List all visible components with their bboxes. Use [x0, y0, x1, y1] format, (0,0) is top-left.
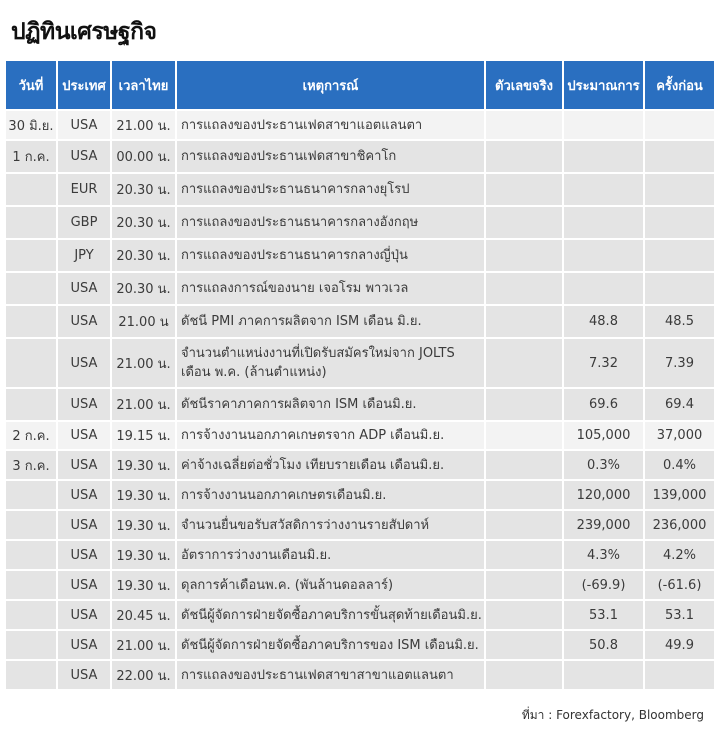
event-cell: ดัชนีผู้จัดการฝ่ายจัดซื้อภาคบริการของ ISM เดือนมิ.ย. — [177, 631, 484, 659]
actual-cell — [486, 207, 562, 238]
previous-cell — [645, 174, 714, 205]
date-cell — [6, 511, 56, 539]
time-cell: 21.00 น. — [112, 631, 175, 659]
country-cell: USA — [58, 273, 110, 304]
event-cell: ดัชนีราคาภาคการผลิตจาก ISM เดือนมิ.ย. — [177, 389, 484, 420]
table-row — [6, 389, 714, 420]
previous-cell: 7.39 — [645, 339, 714, 387]
table-row — [6, 631, 714, 659]
country-cell: USA — [58, 541, 110, 569]
previous-cell: 69.4 — [645, 389, 714, 420]
forecast-cell: 4.3% — [564, 541, 643, 569]
country-cell: USA — [58, 306, 110, 337]
forecast-cell: 53.1 — [564, 601, 643, 629]
country-cell: USA — [58, 111, 110, 139]
date-cell — [6, 631, 56, 659]
country-cell: USA — [58, 422, 110, 449]
table-row — [6, 541, 714, 569]
actual-cell — [486, 661, 562, 689]
date-cell — [6, 306, 56, 337]
time-cell: 19.30 น. — [112, 481, 175, 509]
forecast-cell: (-69.9) — [564, 571, 643, 599]
source-note: ที่มา : Forexfactory, Bloomberg — [521, 708, 704, 722]
forecast-cell — [564, 240, 643, 271]
actual-cell — [486, 240, 562, 271]
time-cell: 22.00 น. — [112, 661, 175, 689]
actual-cell — [486, 306, 562, 337]
event-cell: ค่าจ้างเฉลี่ยต่อชั่วโมง เทียบรายเดือน เดือนมิ.ย. — [177, 451, 484, 479]
forecast-cell — [564, 661, 643, 689]
actual-cell — [486, 141, 562, 172]
table-row — [6, 240, 714, 271]
date-cell — [6, 273, 56, 304]
table-row — [6, 273, 714, 304]
forecast-cell — [564, 174, 643, 205]
event-cell: จำนวนยื่นขอรับสวัสดิการว่างงานรายสัปดาห์ — [177, 511, 484, 539]
date-cell — [6, 339, 56, 387]
country-cell: USA — [58, 141, 110, 172]
forecast-cell — [564, 141, 643, 172]
forecast-cell: 239,000 — [564, 511, 643, 539]
table-row — [6, 141, 714, 172]
country-cell: USA — [58, 661, 110, 689]
header-event: เหตุการณ์ — [177, 61, 484, 109]
date-cell: 3 ก.ค. — [6, 451, 56, 479]
country-cell: EUR — [58, 174, 110, 205]
time-cell: 19.15 น. — [112, 422, 175, 449]
forecast-cell: 50.8 — [564, 631, 643, 659]
table-row — [6, 306, 714, 337]
forecast-cell: 48.8 — [564, 306, 643, 337]
forecast-cell — [564, 111, 643, 139]
actual-cell — [486, 389, 562, 420]
time-cell: 21.00 น — [112, 306, 175, 337]
forecast-cell: 0.3% — [564, 451, 643, 479]
event-cell: ดุลการค้าเดือนพ.ค. (พันล้านดอลลาร์) — [177, 571, 484, 599]
actual-cell — [486, 511, 562, 539]
forecast-cell: 105,000 — [564, 422, 643, 449]
date-cell — [6, 661, 56, 689]
previous-cell — [645, 240, 714, 271]
table-header-row — [6, 61, 714, 109]
previous-cell: 37,000 — [645, 422, 714, 449]
time-cell: 19.30 น. — [112, 571, 175, 599]
previous-cell: 4.2% — [645, 541, 714, 569]
forecast-cell: 120,000 — [564, 481, 643, 509]
event-cell: การแถลงของประธานธนาคารกลางยุโรป — [177, 174, 484, 205]
actual-cell — [486, 111, 562, 139]
country-cell: USA — [58, 601, 110, 629]
date-cell: 30 มิ.ย. — [6, 111, 56, 139]
event-cell: การแถลงของประธานธนาคารกลางญี่ปุ่น — [177, 240, 484, 271]
header-date: วันที่ — [6, 61, 56, 109]
time-cell: 19.30 น. — [112, 541, 175, 569]
table-row — [6, 207, 714, 238]
economic-calendar-table — [4, 59, 716, 691]
forecast-cell: 69.6 — [564, 389, 643, 420]
country-cell: USA — [58, 451, 110, 479]
actual-cell — [486, 273, 562, 304]
table-row — [6, 174, 714, 205]
date-cell — [6, 601, 56, 629]
country-cell: USA — [58, 389, 110, 420]
country-cell: USA — [58, 571, 110, 599]
time-cell: 19.30 น. — [112, 511, 175, 539]
date-cell: 1 ก.ค. — [6, 141, 56, 172]
time-cell: 21.00 น. — [112, 339, 175, 387]
actual-cell — [486, 571, 562, 599]
previous-cell: 236,000 — [645, 511, 714, 539]
previous-cell: 139,000 — [645, 481, 714, 509]
country-cell: USA — [58, 511, 110, 539]
event-cell: การแถลงของประธานเฟดสาขาสาขาแอตแลนตา — [177, 661, 484, 689]
country-cell: GBP — [58, 207, 110, 238]
date-cell — [6, 389, 56, 420]
table-row — [6, 111, 714, 139]
page-title: ปฏิทินเศรษฐกิจ — [11, 19, 157, 45]
actual-cell — [486, 481, 562, 509]
time-cell: 20.30 น. — [112, 207, 175, 238]
time-cell: 21.00 น. — [112, 389, 175, 420]
time-cell: 20.30 น. — [112, 174, 175, 205]
date-cell: 2 ก.ค. — [6, 422, 56, 449]
header-forecast: ประมาณการ — [564, 61, 643, 109]
table-row — [6, 661, 714, 689]
country-cell: USA — [58, 339, 110, 387]
previous-cell — [645, 273, 714, 304]
event-cell: การแถลงของประธานเฟดสาขาชิคาโก — [177, 141, 484, 172]
table-row — [6, 571, 714, 599]
actual-cell — [486, 339, 562, 387]
actual-cell — [486, 541, 562, 569]
header-previous: ครั้งก่อน — [645, 61, 714, 109]
date-cell — [6, 481, 56, 509]
country-cell: JPY — [58, 240, 110, 271]
event-cell: การแถลงการณ์ของนาย เจอโรม พาวเวล — [177, 273, 484, 304]
actual-cell — [486, 451, 562, 479]
actual-cell — [486, 601, 562, 629]
event-cell: ดัชนี PMI ภาคการผลิตจาก ISM เดือน มิ.ย. — [177, 306, 484, 337]
event-cell: จำนวนตำแหน่งงานที่เปิดรับสมัครใหม่จาก JOLTS เดือน พ.ค. (ล้านตำแหน่ง) — [177, 339, 484, 387]
time-cell: 19.30 น. — [112, 451, 175, 479]
date-cell — [6, 571, 56, 599]
actual-cell — [486, 174, 562, 205]
table-row — [6, 601, 714, 629]
table-row — [6, 422, 714, 449]
header-time: เวลาไทย — [112, 61, 175, 109]
forecast-cell — [564, 207, 643, 238]
previous-cell: 0.4% — [645, 451, 714, 479]
time-cell: 20.30 น. — [112, 240, 175, 271]
event-cell: การจ้างงานนอกภาคเกษตรเดือนมิ.ย. — [177, 481, 484, 509]
date-cell — [6, 240, 56, 271]
forecast-cell — [564, 273, 643, 304]
header-actual: ตัวเลขจริง — [486, 61, 562, 109]
time-cell: 00.00 น. — [112, 141, 175, 172]
previous-cell — [645, 661, 714, 689]
time-cell: 21.00 น. — [112, 111, 175, 139]
previous-cell: 48.5 — [645, 306, 714, 337]
previous-cell: 49.9 — [645, 631, 714, 659]
table-row — [6, 481, 714, 509]
time-cell: 20.30 น. — [112, 273, 175, 304]
event-cell: อัตราการว่างงานเดือนมิ.ย. — [177, 541, 484, 569]
time-cell: 20.45 น. — [112, 601, 175, 629]
table-row — [6, 511, 714, 539]
event-cell: ดัชนีผู้จัดการฝ่ายจัดซื้อภาคบริการขั้นสุดท้ายเดือนมิ.ย. — [177, 601, 484, 629]
date-cell — [6, 207, 56, 238]
actual-cell — [486, 631, 562, 659]
header-country: ประเทศ — [58, 61, 110, 109]
country-cell: USA — [58, 481, 110, 509]
country-cell: USA — [58, 631, 110, 659]
forecast-cell: 7.32 — [564, 339, 643, 387]
previous-cell — [645, 141, 714, 172]
previous-cell — [645, 207, 714, 238]
date-cell — [6, 541, 56, 569]
date-cell — [6, 174, 56, 205]
table-row — [6, 451, 714, 479]
event-cell: การแถลงของประธานเฟดสาขาแอตแลนตา — [177, 111, 484, 139]
previous-cell — [645, 111, 714, 139]
event-cell: การจ้างงานนอกภาคเกษตรจาก ADP เดือนมิ.ย. — [177, 422, 484, 449]
event-cell: การแถลงของประธานธนาคารกลางอังกฤษ — [177, 207, 484, 238]
actual-cell — [486, 422, 562, 449]
table-row — [6, 339, 714, 387]
previous-cell: (-61.6) — [645, 571, 714, 599]
previous-cell: 53.1 — [645, 601, 714, 629]
